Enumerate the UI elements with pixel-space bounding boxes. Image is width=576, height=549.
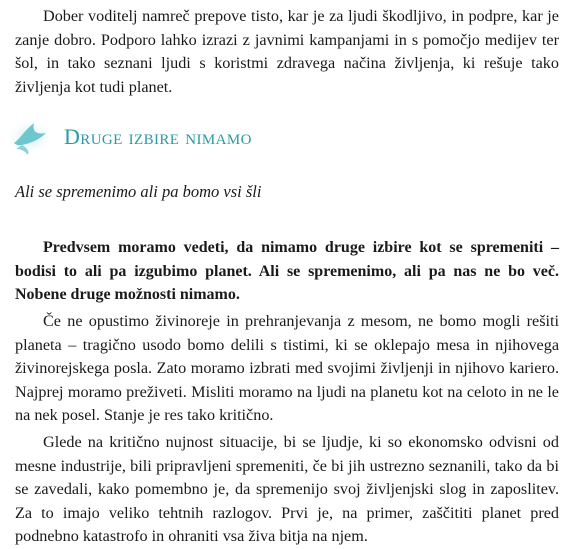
dove-icon [6,117,58,157]
section-subtitle: Ali se spremenimo ali pa bomo vsi šli [15,182,262,201]
section-heading [6,117,566,157]
third-paragraph: Glede na kritično nujnost situacije, bi se ljudje, ki so ekonomsko odvisni od mesne industrije, bili pripravljeni spremeniti, če bi jih ustrezno seznanili, tako da bi se zavedali, kako pomembno je, da spremenijo svoj življenjski slog in zaposlitev. Za to imajo veliko tehtnih razlogov. Prvi je, na primer, zaščititi planet pred podnebno katastrofo in ohraniti vsa živa bitja na njem. [15,433,559,545]
section-title: Druge izbire nimamo [64,124,252,149]
bold-paragraph: Predvsem moramo vedeti, da nimamo druge izbire kot se spremeniti – bodisi to ali pa izgubimo planet. Ali se spremenimo, ali pa nas ne bo več. Nobene druge možnosti nimamo. [15,239,559,303]
intro-paragraph: Dober voditelj namreč prepove tisto, kar je za ljudi škodljivo, in podpre, kar je zanje dobro. Podporo lahko izrazi z javnimi kampanjami in s pomočjo medijev ter šol, in tako seznani ljudi s koristmi zdravega načina življenja, ki rešuje tako življenja kot tudi planet. [15,7,559,96]
second-paragraph: Če ne opustimo živinoreje in prehranjevanja z mesom, ne bomo mogli rešiti planeta – tragično usodo bomo delili s tistimi, ki se oklepajo mesa in njihovega živinorejskega posla. Zato moramo izbrati med svojimi življenji in njihovo kariero. Najprej moramo preživeti. Misliti moramo na ljudi na planetu kot na celoto in ne le na nek posel. Stanje je res tako kritično. [15,312,559,424]
